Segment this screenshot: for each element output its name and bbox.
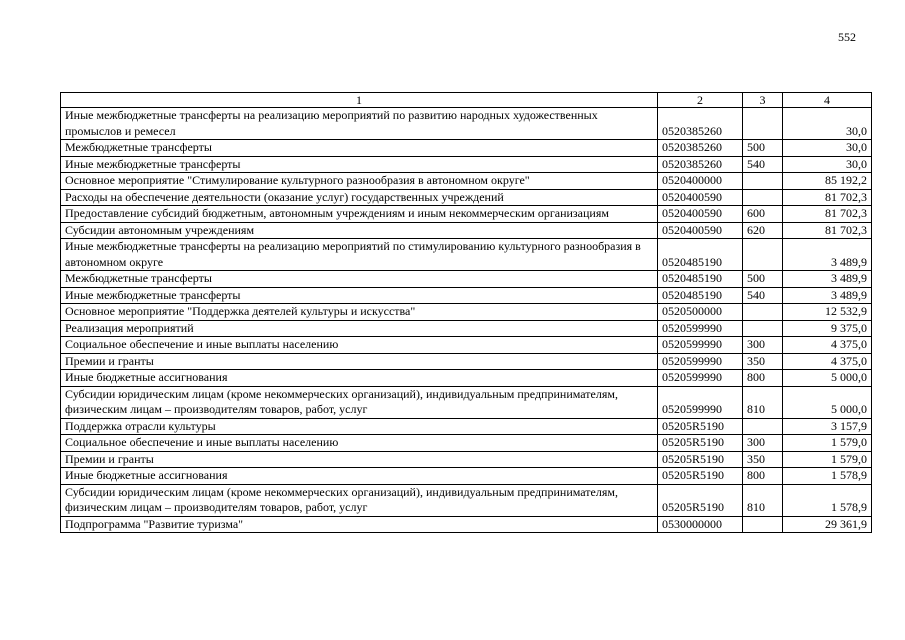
row-type — [743, 189, 783, 206]
table-row — [61, 206, 872, 223]
row-name: Расходы на обеспечение деятельности (оказание услуг) государственных учреждений — [61, 189, 658, 206]
row-sum: 30,0 — [783, 140, 872, 157]
row-code: 05205R5190 — [658, 435, 743, 452]
row-sum: 3 489,9 — [783, 271, 872, 288]
table-row — [61, 468, 872, 485]
table-row — [61, 239, 872, 271]
row-code: 05205R5190 — [658, 468, 743, 485]
table-row — [61, 386, 872, 418]
table-row — [61, 418, 872, 435]
page-number: 552 — [838, 30, 856, 44]
row-sum: 1 578,9 — [783, 484, 872, 516]
row-sum: 29 361,9 — [783, 516, 872, 533]
row-sum: 30,0 — [783, 156, 872, 173]
row-sum: 85 192,2 — [783, 173, 872, 190]
row-code: 05205R5190 — [658, 484, 743, 516]
table-header-row — [61, 93, 872, 108]
column-header: 4 — [783, 93, 872, 108]
row-type: 500 — [743, 140, 783, 157]
table-row — [61, 140, 872, 157]
column-header: 1 — [61, 93, 658, 108]
row-name: Иные межбюджетные трансферты на реализацию мероприятий по стимулированию культурного разнообразия в автономном округе — [61, 239, 658, 271]
table-body — [61, 108, 872, 533]
row-sum: 4 375,0 — [783, 353, 872, 370]
row-name: Субсидии юридическим лицам (кроме некоммерческих организаций), индивидуальным предпринимателям, физическим лицам – производителям товаров, работ, услуг — [61, 484, 658, 516]
row-name: Субсидии юридическим лицам (кроме некоммерческих организаций), индивидуальным предпринимателям, физическим лицам – производителям товаров, работ, услуг — [61, 386, 658, 418]
table-row — [61, 337, 872, 354]
table-row — [61, 108, 872, 140]
row-code: 0520385260 — [658, 108, 743, 140]
row-type: 800 — [743, 468, 783, 485]
table-row — [61, 370, 872, 387]
row-sum: 12 532,9 — [783, 304, 872, 321]
row-name: Иные межбюджетные трансферты — [61, 287, 658, 304]
row-type — [743, 418, 783, 435]
row-type: 540 — [743, 287, 783, 304]
row-code: 0520400590 — [658, 206, 743, 223]
row-code: 05205R5190 — [658, 418, 743, 435]
row-name: Премии и гранты — [61, 451, 658, 468]
row-code: 0520599990 — [658, 337, 743, 354]
row-code: 0530000000 — [658, 516, 743, 533]
row-code: 0520500000 — [658, 304, 743, 321]
row-code: 0520485190 — [658, 287, 743, 304]
row-code: 0520599990 — [658, 386, 743, 418]
table-row — [61, 435, 872, 452]
row-code: 0520599990 — [658, 353, 743, 370]
row-sum: 1 578,9 — [783, 468, 872, 485]
row-type: 600 — [743, 206, 783, 223]
row-name: Основное мероприятие "Стимулирование культурного разнообразия в автономном округе" — [61, 173, 658, 190]
row-type — [743, 320, 783, 337]
row-sum: 4 375,0 — [783, 337, 872, 354]
row-code: 0520599990 — [658, 320, 743, 337]
table-row — [61, 287, 872, 304]
table-row — [61, 271, 872, 288]
table-row — [61, 304, 872, 321]
table-row — [61, 320, 872, 337]
row-type: 540 — [743, 156, 783, 173]
row-sum: 81 702,3 — [783, 222, 872, 239]
row-code: 0520385260 — [658, 140, 743, 157]
row-type: 620 — [743, 222, 783, 239]
row-type: 350 — [743, 353, 783, 370]
row-code: 0520400000 — [658, 173, 743, 190]
row-sum: 3 489,9 — [783, 239, 872, 271]
row-sum: 1 579,0 — [783, 435, 872, 452]
row-sum: 5 000,0 — [783, 386, 872, 418]
row-type — [743, 239, 783, 271]
table-row — [61, 353, 872, 370]
row-name: Межбюджетные трансферты — [61, 140, 658, 157]
row-code: 0520599990 — [658, 370, 743, 387]
row-type: 800 — [743, 370, 783, 387]
budget-table — [60, 92, 872, 533]
table-row — [61, 451, 872, 468]
table-row — [61, 516, 872, 533]
row-type — [743, 173, 783, 190]
row-type: 500 — [743, 271, 783, 288]
row-name: Социальное обеспечение и иные выплаты населению — [61, 435, 658, 452]
row-name: Премии и гранты — [61, 353, 658, 370]
row-name: Иные межбюджетные трансферты — [61, 156, 658, 173]
row-name: Иные бюджетные ассигнования — [61, 370, 658, 387]
row-name: Иные межбюджетные трансферты на реализацию мероприятий по развитию народных художественных промыслов и ремесел — [61, 108, 658, 140]
row-type — [743, 108, 783, 140]
row-code: 0520485190 — [658, 239, 743, 271]
row-code: 0520385260 — [658, 156, 743, 173]
row-name: Основное мероприятие "Поддержка деятелей культуры и искусства" — [61, 304, 658, 321]
table-row — [61, 484, 872, 516]
row-code: 05205R5190 — [658, 451, 743, 468]
row-sum: 30,0 — [783, 108, 872, 140]
row-sum: 3 489,9 — [783, 287, 872, 304]
row-type: 810 — [743, 484, 783, 516]
row-name: Межбюджетные трансферты — [61, 271, 658, 288]
row-type: 350 — [743, 451, 783, 468]
row-type — [743, 516, 783, 533]
row-sum: 81 702,3 — [783, 206, 872, 223]
row-code: 0520400590 — [658, 189, 743, 206]
table-row — [61, 222, 872, 239]
row-name: Иные бюджетные ассигнования — [61, 468, 658, 485]
row-sum: 5 000,0 — [783, 370, 872, 387]
column-header: 3 — [743, 93, 783, 108]
row-code: 0520400590 — [658, 222, 743, 239]
column-header: 2 — [658, 93, 743, 108]
row-name: Подпрограмма "Развитие туризма" — [61, 516, 658, 533]
row-sum: 81 702,3 — [783, 189, 872, 206]
table-row — [61, 189, 872, 206]
row-type — [743, 304, 783, 321]
row-type: 810 — [743, 386, 783, 418]
row-type: 300 — [743, 435, 783, 452]
row-name: Предоставление субсидий бюджетным, автономным учреждениям и иным некоммерческим организациям — [61, 206, 658, 223]
row-name: Социальное обеспечение и иные выплаты населению — [61, 337, 658, 354]
table-row — [61, 173, 872, 190]
row-sum: 1 579,0 — [783, 451, 872, 468]
row-sum: 9 375,0 — [783, 320, 872, 337]
table-row — [61, 156, 872, 173]
row-code: 0520485190 — [658, 271, 743, 288]
row-sum: 3 157,9 — [783, 418, 872, 435]
row-type: 300 — [743, 337, 783, 354]
row-name: Реализация мероприятий — [61, 320, 658, 337]
row-name: Поддержка отрасли культуры — [61, 418, 658, 435]
row-name: Субсидии автономным учреждениям — [61, 222, 658, 239]
